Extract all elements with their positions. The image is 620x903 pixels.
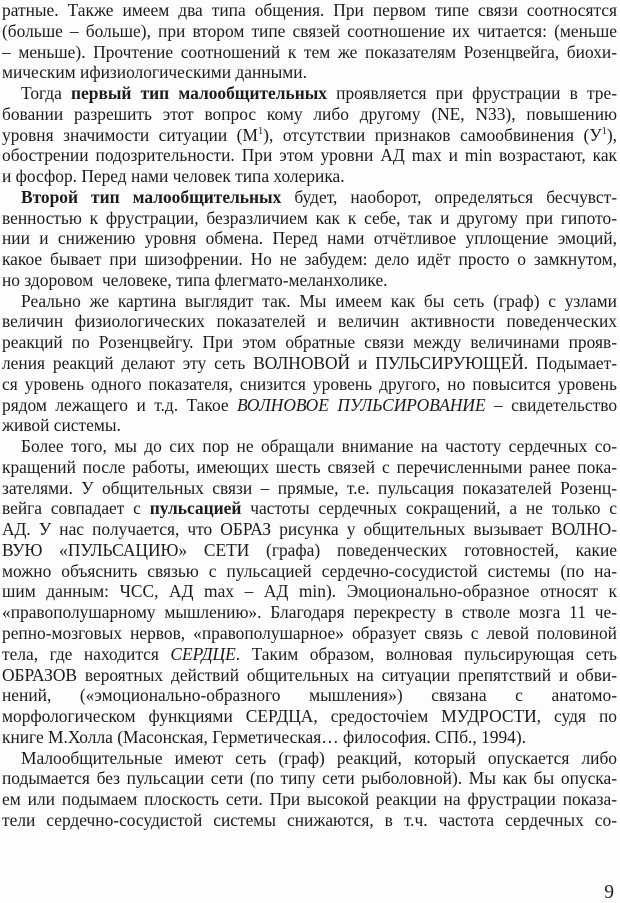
text-segment: нии и снижению уровня обмена. Перед нами отчётливое уплощение эмоций, [2,228,617,249]
text-segment: первый тип малообщительных [71,83,327,104]
text-line [2,457,617,478]
text-segment: проявляется при фрустрации в тре- [327,83,617,104]
text-segment: Более того, мы до сих пор не обращали внимание на частоту сердечных со- [21,436,617,457]
text-segment: рядом лежащего и т.д. Такое [2,394,238,415]
text-line [2,561,617,582]
text-segment: можно объяснить связью с пульсацией сердечно-сосудистой системы (по на- [2,560,617,581]
text-segment: величин физиологических показателей и величин активности поведенческих [2,311,617,332]
text-line [2,374,617,395]
text-segment: подымается без пульсации сети (по типу сети рыболовной). Мы как бы опуска- [2,768,617,789]
text-segment: морфологическом функциями СЕРДЦА, средосточіем МУДРОСТИ, судя по [2,706,617,727]
text-line [2,249,617,270]
text-segment: ления реакций делают эту сеть ВОЛНОВОЙ и ПУЛЬСИРУЮЩЕЙ. Подымает- [2,353,617,374]
text-segment: тели сердечно-сосудистой системы снижаются, в т.ч. частота сердечных со- [2,809,617,830]
text-line [2,353,617,374]
paragraph [2,748,617,831]
text-segment: ), отсутствии признаков самообвинения (У [263,124,602,145]
text-segment: но здоровом человеке, типа флегмато-меланхолике. [2,269,388,290]
text-segment: ВУЮ «ПУЛЬСАЦИЮ» СЕТИ (графа) поведенческих готовностей, какие [2,539,617,560]
text-line [2,187,617,208]
text-segment: тела, где находится [2,643,171,664]
text-segment: живой системы. [2,415,121,436]
text-line [2,208,617,229]
text-line [2,270,617,291]
text-line [2,145,617,166]
text-segment: ), [606,124,617,145]
text-segment: Малообщительные имеют сеть (граф) реакций, который опускается либо [21,747,617,768]
text-segment: мическим ифизиологическими данными. [2,62,307,83]
text-segment: вейга совпадает с [2,498,150,519]
text-segment: «правополушарному мышлению». Благодаря перекресту в стволе мозга 11 че- [2,602,617,623]
paragraph [2,0,617,83]
text-line [2,436,617,457]
text-line [2,104,617,125]
text-segment: ем или подымаем плоскость сети. При высокой реакции на фрустрации показа- [2,789,617,810]
paragraph [2,291,617,436]
text-line [2,166,617,187]
text-line [2,748,617,769]
text-segment: Тогда [21,83,72,104]
text-line [2,415,617,436]
paragraph [2,436,617,747]
text-line [2,62,617,83]
text-line [2,42,617,63]
text-segment: книге М.Холла (Масонская, Герметическая… философия. СПб., 1994). [2,726,527,747]
text-segment: Реально же картина выглядит так. Мы имеем как бы сеть (граф) с узлами [21,290,617,311]
text-segment: шим данным: ЧСС, АД max – АД min). Эмоционально-образное относят к [2,581,617,602]
text-line [2,768,617,789]
text-line [2,395,617,416]
text-line [2,0,617,21]
text-line [2,21,617,42]
text-line [2,228,617,249]
page-number: 9 [604,882,614,903]
text-line [2,519,617,540]
text-segment: СЕРДЦЕ [170,643,236,664]
text-segment: АД. У нас получается, что ОБРАЗ рисунка у общительных вызывает ВОЛНО- [2,519,617,540]
text-line [2,665,617,686]
text-line [2,789,617,810]
text-line [2,602,617,623]
paragraph [2,83,617,187]
text-line [2,644,617,665]
text-line [2,727,617,748]
text-line [2,291,617,312]
text-line [2,685,617,706]
text-segment: ратные. Также имеем два типа общения. При первом типе связи соотносятся [2,0,617,20]
text-block [2,0,617,831]
text-segment: (больше – больше), при втором типе связей соотношение их читается: (меньше [2,20,617,41]
text-segment: обострении подозрительности. При этом уровни АД max и min возрастают, как [2,145,617,166]
text-line [2,623,617,644]
text-line [2,332,617,353]
text-segment: венностью к фрустрации, безразличием как к себе, так и другому при гипото- [2,207,617,228]
text-segment: нений, («эмоционально-образного мышления») связана с анатомо- [2,685,617,706]
text-segment: Второй тип малообщительных [21,186,282,207]
text-segment: бовании разрешить этот вопрос кому либо другому (NE, N33), повышению [2,103,617,124]
superscript: 1 [257,125,264,137]
text-segment: ОБРАЗОВ вероятных действий общительных на ситуации препятствий и обви- [2,664,617,685]
text-segment: уровня значимости ситуации (М [2,124,258,145]
paragraph [2,187,617,291]
text-segment: – свидетельство [485,394,617,415]
text-segment: и фосфор. Перед нами человек типа холерика. [2,166,345,187]
text-line [2,498,617,519]
text-segment: кращений после работы, имеющих шесть связей с перечисленными ранее пока- [2,456,617,477]
text-segment: частоты сердечных сокращений, а не только с [241,498,617,519]
text-line [2,581,617,602]
text-segment: реакций по Розенцвейгу. При этом обратные связи между величинами прояв- [2,332,617,353]
text-segment: зателями. У общительных связи – прямые, т.е. пульсация показателей Розенц- [2,477,617,498]
text-segment: ся уровень одного показателя, снизится уровень другого, но повысится уровень [2,373,617,394]
text-segment: . Таким образом, волновая пульсирующая сеть [235,643,617,664]
text-line [2,810,617,831]
text-segment: – меньше). Прочтение соотношений к тем же показателям Розенцвейга, биохи- [2,41,617,62]
text-segment: пульсацией [149,498,242,519]
text-segment: репно-мозговых нервов, «правополушарное» образует связь с левой половиной [2,622,617,643]
text-line [2,125,617,146]
text-line [2,311,617,332]
text-line [2,706,617,727]
text-line [2,540,617,561]
text-line [2,478,617,499]
text-segment: будет, наоборот, определяться бесчувст- [281,186,617,207]
text-segment: ВОЛНОВОЕ ПУЛЬСИРОВАНИЕ [237,394,486,415]
text-segment: какое бывает при шизофрении. Но не забудем: дело идёт просто о замкнутом, [2,249,617,270]
text-line [2,83,617,104]
superscript: 1 [601,125,607,137]
